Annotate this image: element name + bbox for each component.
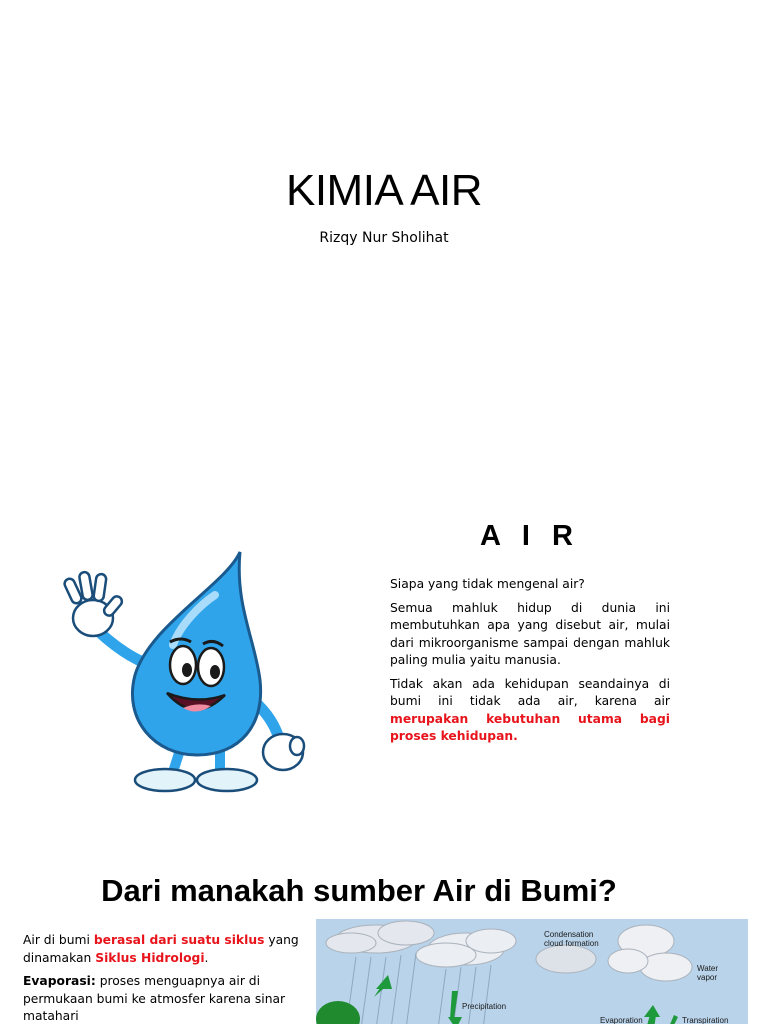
air-text-block (390, 576, 670, 752)
cloud-icon (536, 945, 596, 973)
label-vapor: vapor (697, 973, 718, 982)
author-name: Rizqy Nur Sholihat (319, 230, 449, 246)
label-condensation: Condensation (544, 930, 594, 939)
paragraph-evaporation (23, 973, 308, 1024)
highlight-cycle: berasal dari suatu siklus (93, 933, 265, 947)
label-water: Water (697, 964, 719, 973)
definition-evaporation: proses menguapnya air di permukaan bumi ke atmosfer karena sinar matahari (23, 974, 286, 1023)
term-evaporation: Evaporasi: (23, 974, 96, 988)
title-slide (0, 0, 768, 470)
water-drop-mascot-icon (55, 550, 310, 795)
paragraph-life (390, 676, 670, 746)
paragraph-living-things: Semua mahluk hidup di dunia ini membutuhkan apa yang disebut air, mulai dari mikroorganisme sampai dengan mahluk paling mulia yaitu manusia. (390, 600, 670, 667)
water-cycle-diagram (316, 919, 748, 1024)
slide-title: KIMIA AIR (285, 166, 482, 215)
section-heading: A I R (480, 520, 580, 552)
water-source-slide (0, 870, 768, 1024)
paragraph-cycle (23, 932, 308, 967)
label-evaporation: Evaporation (600, 1016, 643, 1024)
label-cloud-formation: cloud formation (544, 939, 599, 948)
highlight-hydrology: Siklus Hidrologi (95, 950, 205, 965)
text-segment: . (204, 950, 209, 965)
air-slide (0, 470, 768, 870)
text-segment: yang dinamakan (23, 933, 299, 965)
paragraph-life-text: Tidak akan ada kehidupan seandainya di bumi ini tidak ada air, karena air (390, 676, 670, 708)
text-segment: Air di bumi (23, 933, 94, 947)
paragraph-life-highlight: merupakan kebutuhan utama bagi proses kehidupan. (390, 711, 670, 743)
hydrology-text-block (23, 932, 308, 1024)
slide-heading: Dari manakah sumber Air di Bumi? (101, 873, 617, 908)
label-transpiration: Transpiration (682, 1016, 729, 1024)
label-precipitation: Precipitation (462, 1002, 507, 1011)
paragraph-question: Siapa yang tidak mengenal air? (390, 577, 585, 591)
